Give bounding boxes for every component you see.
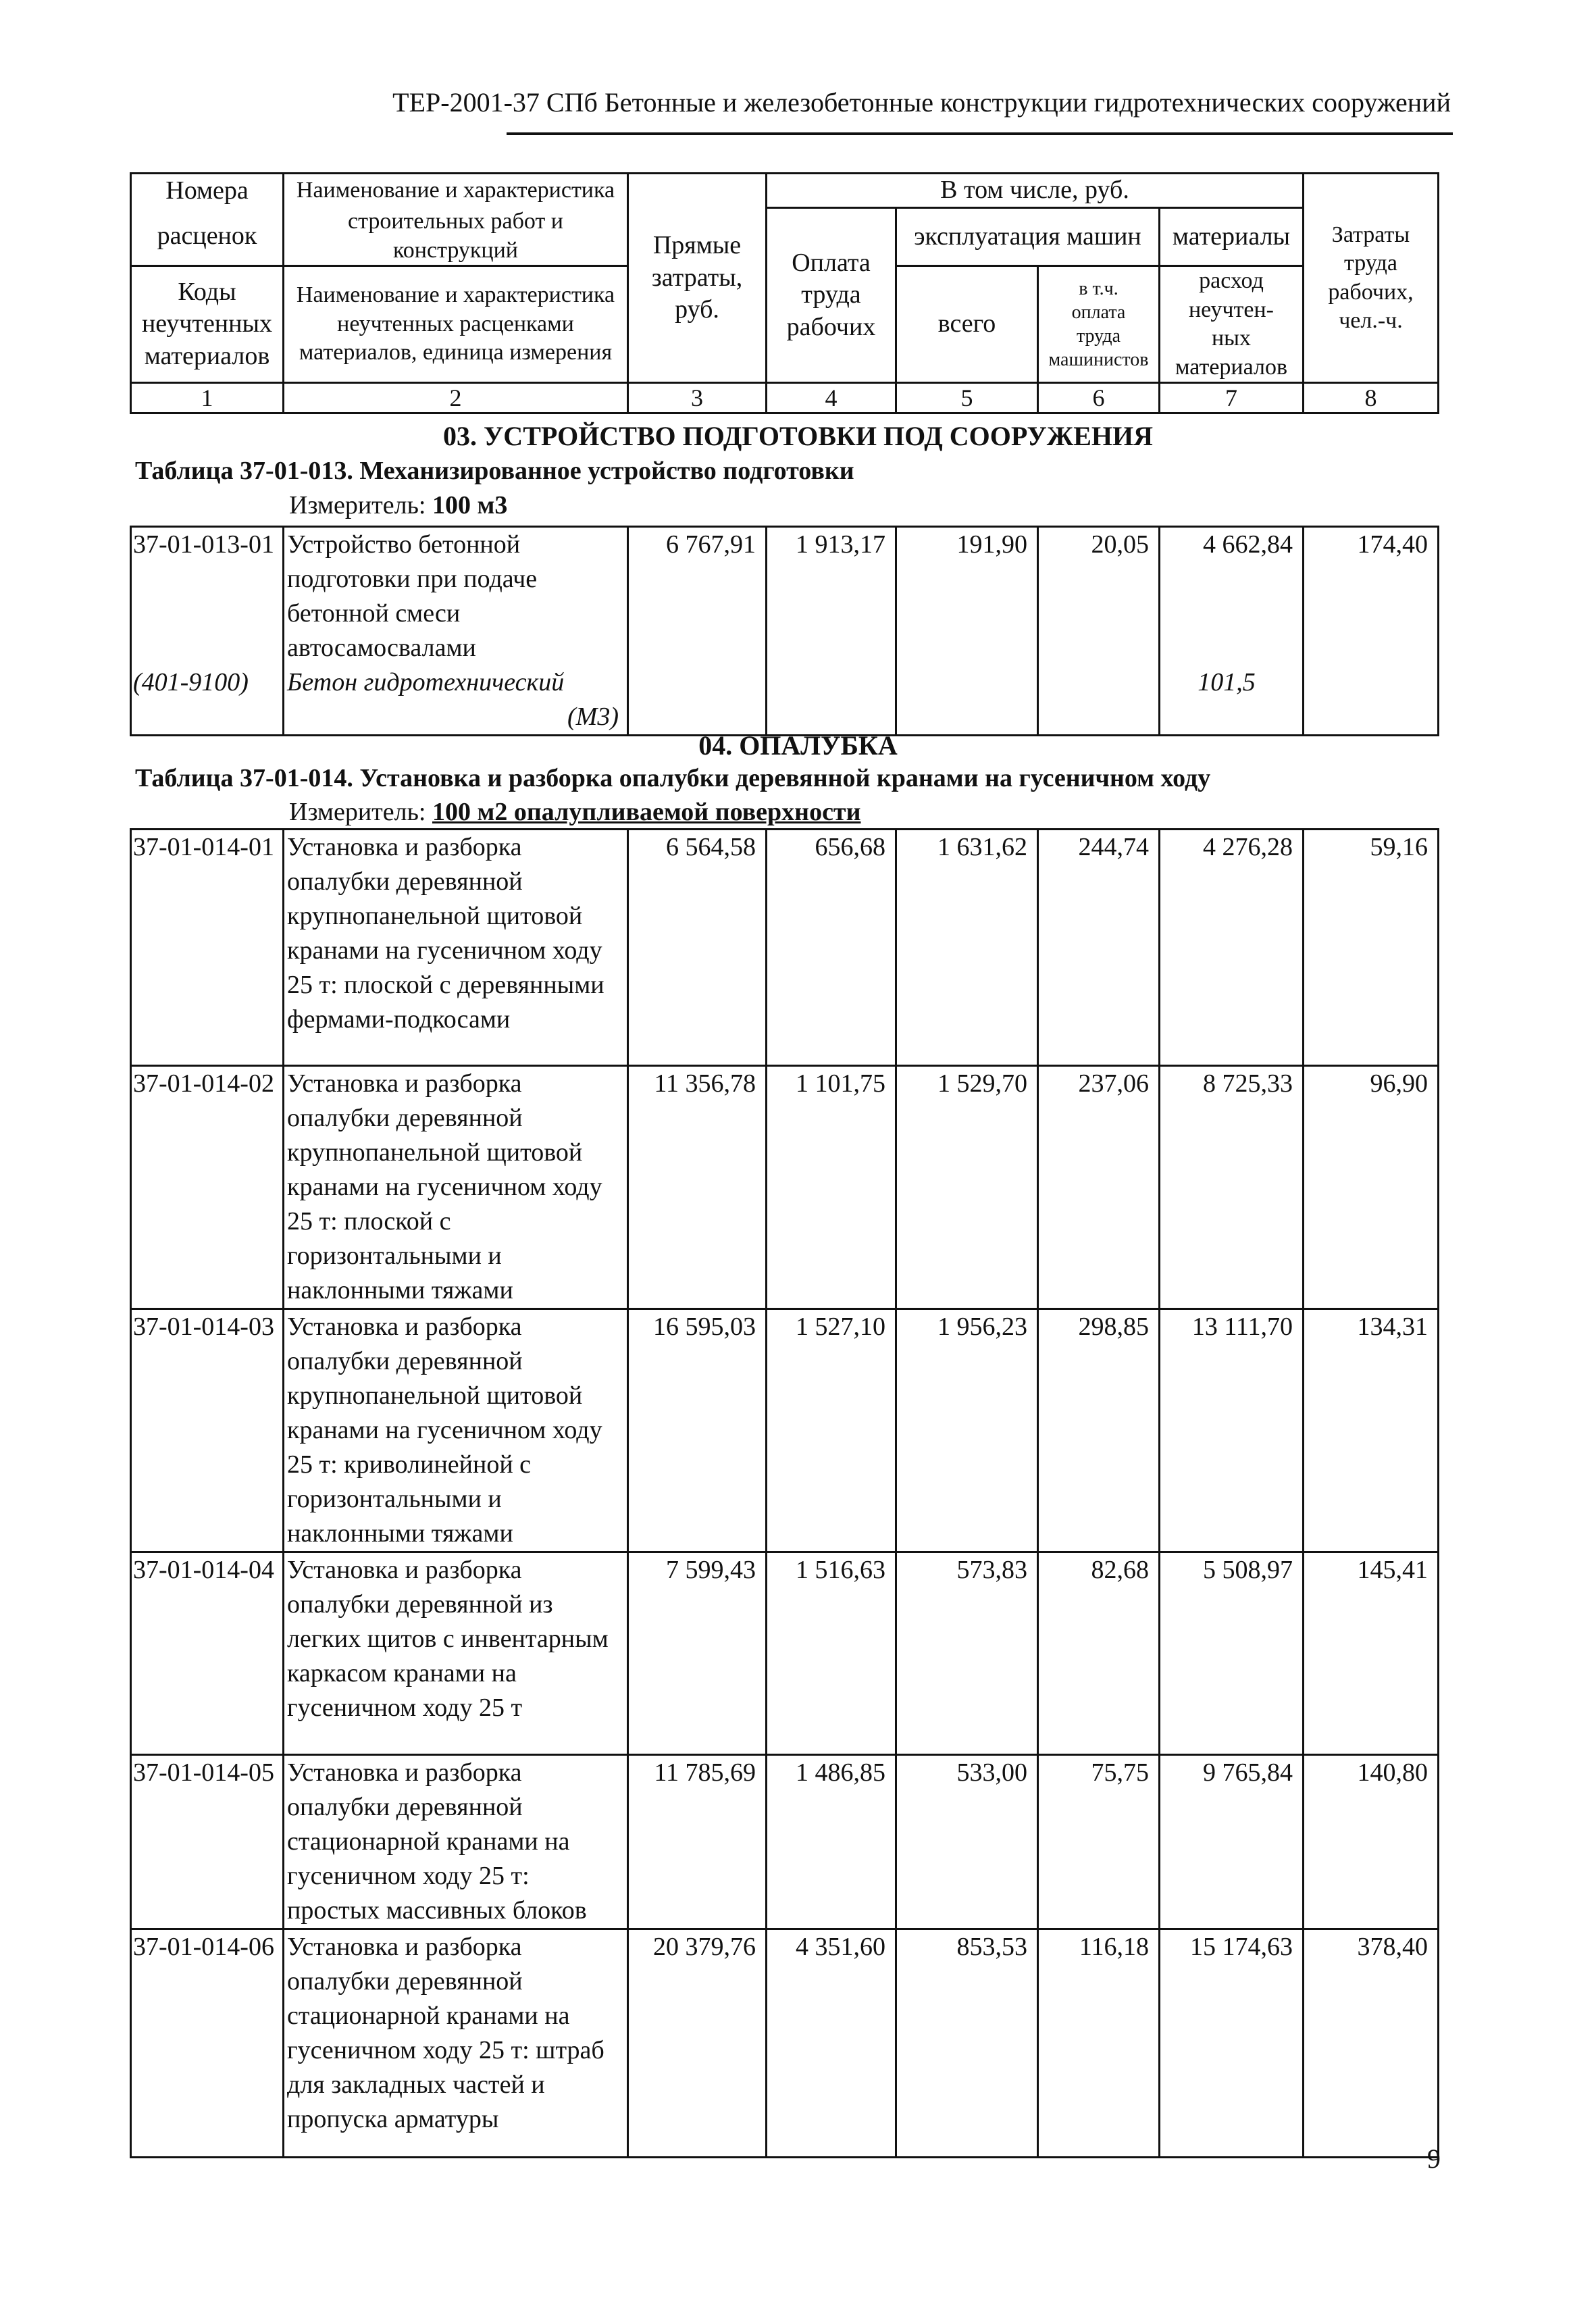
machine-cost: 853,53 bbox=[896, 1929, 1038, 2158]
rate-code: 37-01-014-03 bbox=[131, 1309, 284, 1552]
machines-header: эксплуатация машин bbox=[896, 207, 1160, 266]
col-number-5: 5 bbox=[896, 383, 1038, 413]
col-number-1: 1 bbox=[131, 383, 284, 413]
col-number-2: 2 bbox=[284, 383, 628, 413]
operator-labor-cost: 20,05 bbox=[1038, 527, 1160, 736]
col1-top-header: Номера bbox=[131, 174, 284, 208]
rate-description: Установка и разборка опалубки деревянной крупнопанельной щитовой кранами на гусеничном ходу 25 т: плоской с деревянными фермами-подкосами bbox=[284, 830, 628, 1066]
column-header-table bbox=[130, 172, 1439, 414]
col6-header: в т.ч. оплата труда машинистов bbox=[1038, 266, 1160, 383]
table-row bbox=[131, 1552, 1439, 1755]
direct-cost: 16 595,03 bbox=[628, 1309, 767, 1552]
machine-cost: 1 956,23 bbox=[896, 1309, 1038, 1552]
materials-cost: 13 111,70 bbox=[1160, 1309, 1304, 1552]
col-number-4: 4 bbox=[767, 383, 896, 413]
operator-labor-cost: 116,18 bbox=[1038, 1929, 1160, 2158]
measure-unit-014: Измеритель: 100 м2 опалупливаемой поверхности bbox=[289, 798, 861, 826]
rate-description: Установка и разборка опалубки деревянной из легких щитов с инвентарным каркасом кранами на гусеничном ходу 25 т bbox=[284, 1552, 628, 1755]
materials-cost: 5 508,97 bbox=[1160, 1552, 1304, 1755]
page-header-title: ТЕР-2001-37 СПб Бетонные и железобетонные конструкции гидротехнических сооружений bbox=[392, 87, 1451, 118]
material-code: (401-9100) bbox=[131, 665, 284, 736]
rate-description: Установка и разборка опалубки деревянной крупнопанельной щитовой кранами на гусеничном ходу 25 т: плоской с горизонтальными и наклонными тяжами bbox=[284, 1066, 628, 1309]
rate-description: Устройство бетонной подготовки при подаче бетонной смеси автосамосвалами bbox=[284, 527, 628, 666]
col3-header: Прямые затраты, руб. bbox=[628, 174, 767, 383]
labor-hours: 59,16 bbox=[1304, 830, 1439, 1066]
labor-hours: 140,80 bbox=[1304, 1755, 1439, 1929]
table-37-01-014 bbox=[130, 828, 1439, 2158]
labor-cost: 1 527,10 bbox=[767, 1309, 896, 1552]
labor-cost: 1 913,17 bbox=[767, 527, 896, 736]
labor-hours: 96,90 bbox=[1304, 1066, 1439, 1309]
materials-cost: 15 174,63 bbox=[1160, 1929, 1304, 2158]
rate-code: 37-01-013-01 bbox=[131, 527, 284, 666]
labor-hours: 145,41 bbox=[1304, 1552, 1439, 1755]
materials-cost: 4 276,28 bbox=[1160, 830, 1304, 1066]
machine-cost: 191,90 bbox=[896, 527, 1038, 736]
rate-description: Установка и разборка опалубки деревянной стационарной кранами на гусеничном ходу 25 т: штраб для закладных частей и пропуска арматуры bbox=[284, 1929, 628, 2158]
col1-bottom-header: Коды неучтенных материалов bbox=[131, 266, 284, 383]
section-04-title: 04. ОПАЛУБКА bbox=[698, 730, 898, 761]
col-number-3: 3 bbox=[628, 383, 767, 413]
labor-cost: 1 486,85 bbox=[767, 1755, 896, 1929]
rate-description: Установка и разборка опалубки деревянной крупнопанельной щитовой кранами на гусеничном ходу 25 т: криволинейной с горизонтальными и наклонными тяжами bbox=[284, 1309, 628, 1552]
table-row bbox=[131, 830, 1439, 1066]
operator-labor-cost: 82,68 bbox=[1038, 1552, 1160, 1755]
header-rule bbox=[507, 132, 1453, 135]
operator-labor-cost: 244,74 bbox=[1038, 830, 1160, 1066]
rate-code: 37-01-014-04 bbox=[131, 1552, 284, 1755]
direct-cost: 11 356,78 bbox=[628, 1066, 767, 1309]
machine-cost: 1 529,70 bbox=[896, 1066, 1038, 1309]
col8-header: Затраты труда рабочих, чел.-ч. bbox=[1304, 174, 1439, 383]
col-number-6: 6 bbox=[1038, 383, 1160, 413]
machine-cost: 533,00 bbox=[896, 1755, 1038, 1929]
group-header: В том числе, руб. bbox=[767, 174, 1304, 208]
rate-code: 37-01-014-05 bbox=[131, 1755, 284, 1929]
material-name: Бетон гидротехнический (М3) bbox=[284, 665, 628, 736]
labor-cost: 656,68 bbox=[767, 830, 896, 1066]
operator-labor-cost: 298,85 bbox=[1038, 1309, 1160, 1552]
labor-cost: 4 351,60 bbox=[767, 1929, 896, 2158]
materials-cost: 4 662,84 bbox=[1160, 527, 1304, 666]
table-row bbox=[131, 1755, 1439, 1929]
table-row bbox=[131, 1309, 1439, 1552]
rate-code: 37-01-014-06 bbox=[131, 1929, 284, 2158]
labor-cost: 1 516,63 bbox=[767, 1552, 896, 1755]
rate-description: Установка и разборка опалубки деревянной стационарной кранами на гусеничном ходу 25 т: простых массивных блоков bbox=[284, 1755, 628, 1929]
materials-cost: 8 725,33 bbox=[1160, 1066, 1304, 1309]
direct-cost: 7 599,43 bbox=[628, 1552, 767, 1755]
table-row bbox=[131, 527, 1439, 666]
col-number-8: 8 bbox=[1304, 383, 1439, 413]
direct-cost: 6 564,58 bbox=[628, 830, 767, 1066]
table-37-01-014-title: Таблица 37-01-014. Установка и разборка опалубки деревянной кранами на гусеничном ходу bbox=[135, 764, 1211, 792]
rate-code: 37-01-014-01 bbox=[131, 830, 284, 1066]
direct-cost: 11 785,69 bbox=[628, 1755, 767, 1929]
measure-unit-013: Измеритель: 100 м3 bbox=[289, 491, 508, 519]
materials-header: материалы bbox=[1160, 207, 1304, 266]
direct-cost: 20 379,76 bbox=[628, 1929, 767, 2158]
table-row bbox=[131, 1929, 1439, 2158]
col-number-7: 7 bbox=[1160, 383, 1304, 413]
labor-hours: 174,40 bbox=[1304, 527, 1439, 736]
materials-cost: 9 765,84 bbox=[1160, 1755, 1304, 1929]
labor-cost: 1 101,75 bbox=[767, 1066, 896, 1309]
labor-hours: 134,31 bbox=[1304, 1309, 1439, 1552]
col5-header: всего bbox=[896, 266, 1038, 383]
col2-top-header-2: строительных работ и конструкций bbox=[284, 207, 628, 266]
table-37-01-013-title: Таблица 37-01-013. Механизированное устройство подготовки bbox=[135, 457, 854, 485]
machine-cost: 573,83 bbox=[896, 1552, 1038, 1755]
table-37-01-013 bbox=[130, 526, 1439, 736]
operator-labor-cost: 237,06 bbox=[1038, 1066, 1160, 1309]
labor-hours: 378,40 bbox=[1304, 1929, 1439, 2158]
machine-cost: 1 631,62 bbox=[896, 830, 1038, 1066]
material-quantity: 101,5 bbox=[1160, 665, 1304, 736]
col2-top-header: Наименование и характеристика bbox=[284, 174, 628, 208]
page-number: 9 bbox=[1427, 2143, 1441, 2174]
table-row bbox=[131, 1066, 1439, 1309]
col4-header: Оплата труда рабочих bbox=[767, 207, 896, 383]
col7-header: расход неучтен- ных материалов bbox=[1160, 266, 1304, 383]
col2-bottom-header: Наименование и характеристика неучтенных расценками материалов, единица измерения bbox=[284, 266, 628, 383]
rate-code: 37-01-014-02 bbox=[131, 1066, 284, 1309]
section-03-title: 03. УСТРОЙСТВО ПОДГОТОВКИ ПОД СООРУЖЕНИЯ bbox=[442, 421, 1154, 451]
operator-labor-cost: 75,75 bbox=[1038, 1755, 1160, 1929]
col1-top-header-2: расценок bbox=[131, 207, 284, 266]
direct-cost: 6 767,91 bbox=[628, 527, 767, 736]
